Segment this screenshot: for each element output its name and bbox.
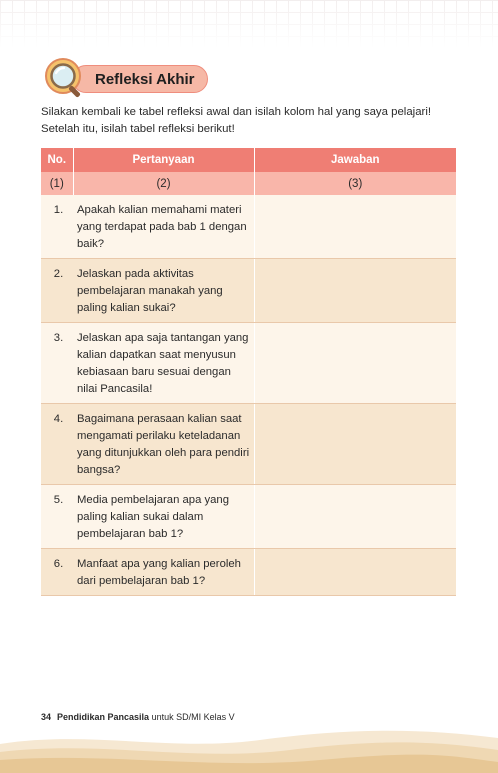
table-row — [41, 485, 456, 549]
row-question: Media pembelajaran apa yang paling kalian sukai dalam pembelajaran bab 1? — [73, 485, 254, 549]
section-title: Refleksi Akhir — [95, 70, 195, 88]
book-title: Pendidikan Pancasila — [57, 712, 150, 722]
reflection-table — [41, 148, 456, 596]
row-number: 5. — [41, 485, 73, 549]
column-number-2: (2) — [73, 172, 254, 195]
instructions — [41, 104, 461, 138]
section-title-pill — [72, 65, 208, 93]
row-answer[interactable] — [254, 323, 456, 404]
row-question: Apakah kalian memahami materi yang terdapat pada bab 1 dengan baik? — [73, 195, 254, 259]
table-row — [41, 323, 456, 404]
instruction-line-2: Setelah itu, isilah tabel refleksi berikut! — [41, 123, 235, 135]
table-row — [41, 259, 456, 323]
row-question: Jelaskan apa saja tantangan yang kalian dapatkan saat menyusun kebiasaan baru sesuai dengan nilai Pancasila! — [73, 323, 254, 404]
row-answer[interactable] — [254, 259, 456, 323]
header-no: No. — [41, 148, 73, 172]
table-row — [41, 404, 456, 485]
column-number-row — [41, 172, 456, 195]
header-pertanyaan: Pertanyaan — [73, 148, 254, 172]
row-answer[interactable] — [254, 485, 456, 549]
magnifier-icon — [42, 55, 88, 101]
row-number: 3. — [41, 323, 73, 404]
background-grid — [0, 0, 498, 48]
header-jawaban: Jawaban — [254, 148, 456, 172]
table-row — [41, 195, 456, 259]
row-answer[interactable] — [254, 404, 456, 485]
page-number: 34 — [41, 712, 52, 722]
row-question: Jelaskan pada aktivitas pembelajaran manakah yang paling kalian sukai? — [73, 259, 254, 323]
column-number-1: (1) — [41, 172, 73, 195]
row-number: 4. — [41, 404, 73, 485]
row-answer[interactable] — [254, 195, 456, 259]
table-row — [41, 549, 456, 596]
column-number-3: (3) — [254, 172, 456, 195]
row-number: 6. — [41, 549, 73, 596]
row-question: Manfaat apa yang kalian peroleh dari pembelajaran bab 1? — [73, 549, 254, 596]
row-number: 2. — [41, 259, 73, 323]
row-number: 1. — [41, 195, 73, 259]
section-heading — [42, 55, 212, 101]
row-answer[interactable] — [254, 549, 456, 596]
table-header-row — [41, 148, 456, 172]
decorative-waves — [0, 722, 498, 773]
instruction-line-1: Silakan kembali ke tabel refleksi awal dan isilah kolom hal yang saya pelajari! — [41, 106, 432, 118]
page-footer — [41, 712, 235, 722]
row-question: Bagaimana perasaan kalian saat mengamati perilaku keteladanan yang ditunjukkan oleh para pendiri bangsa? — [73, 404, 254, 485]
book-subtitle: untuk SD/MI Kelas V — [149, 712, 235, 722]
